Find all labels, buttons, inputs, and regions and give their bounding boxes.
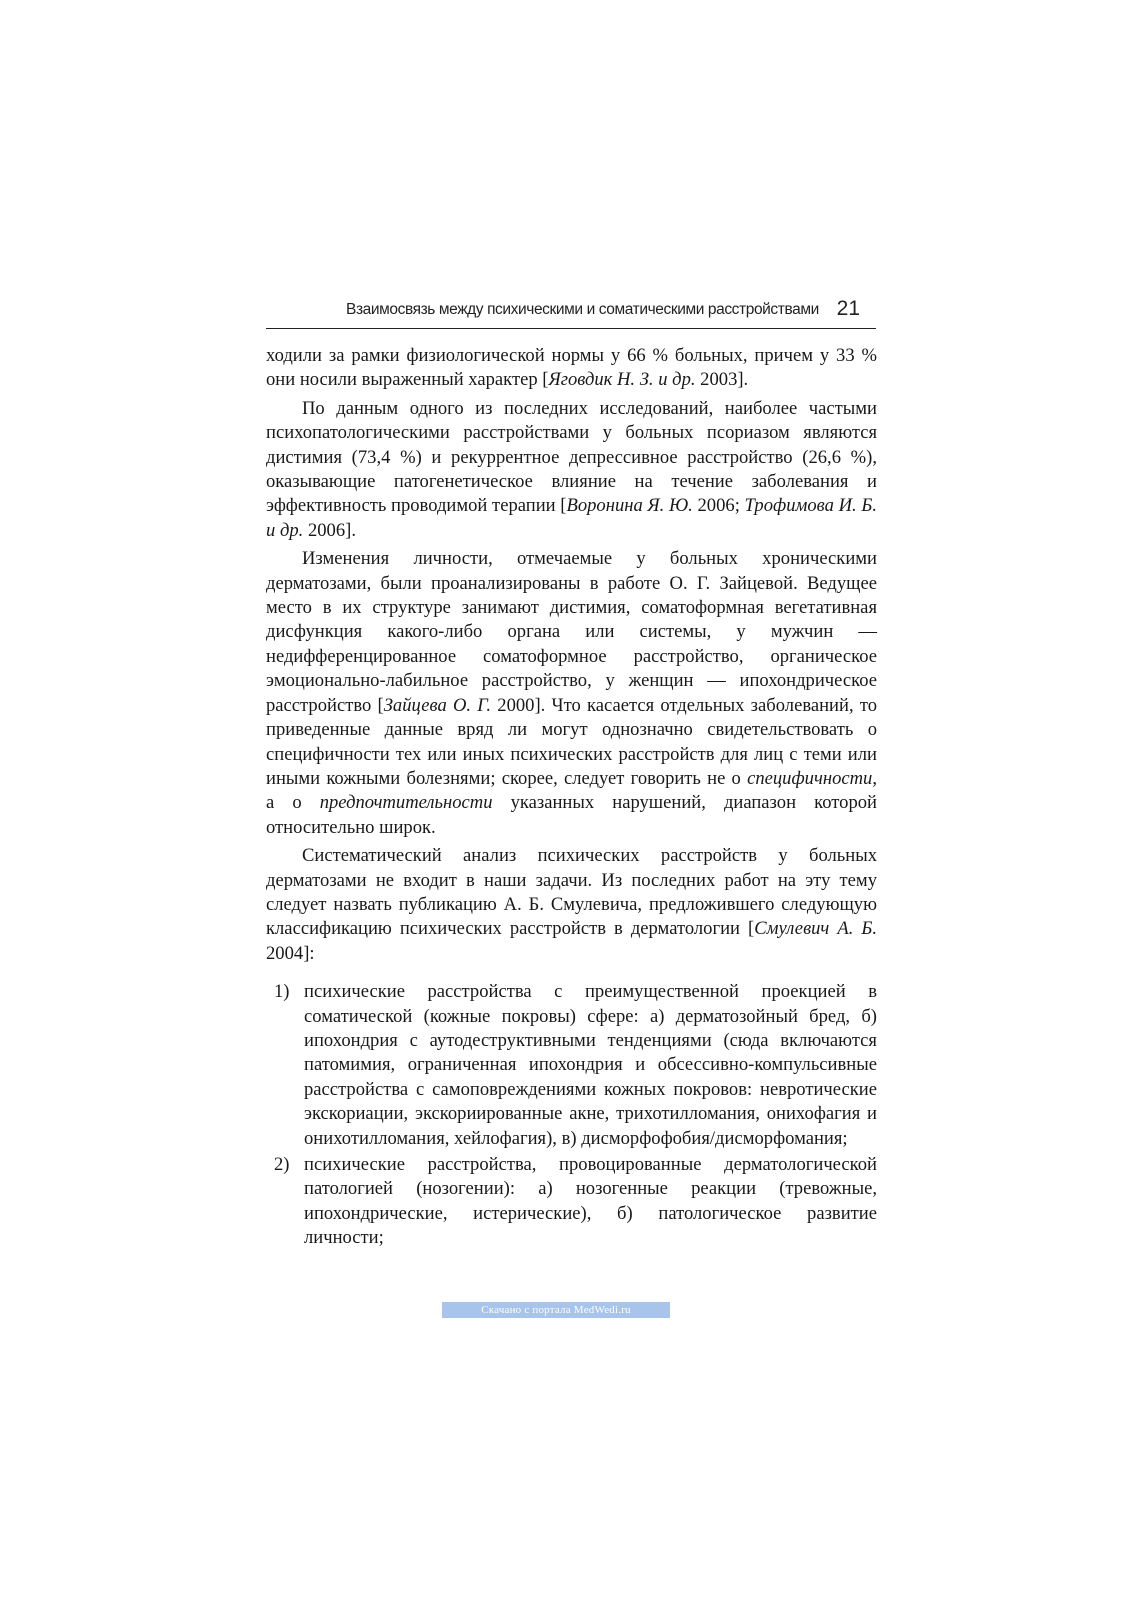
list-item-text: психические расстройства с преимущественной проекцией в соматической (кожные покровы) сфере: а) дерматозойный бред, б) ипохондрия с аутодеструктивными тенденциями (сюда включаются патомимия, ограниченная ипохондрия и обсессивно-компульсивные расстройства с самоповреждениями кожных покровов: невротические экскориации, экскориированные акне, трихотилломания, онихофагия и онихотилломания, хейлофагия), в) дисморфофобия/дисморфомания; — [304, 981, 877, 1149]
citation-year: 2006; — [692, 495, 745, 517]
emphasis: специфичности — [747, 767, 873, 789]
citation: Смулевич А. Б. — [754, 918, 877, 940]
emphasis: предпочтительности — [319, 792, 493, 814]
list-item-text: психические расстройства, провоцированные дерматологической патологией (нозогении): а) нозогенные реакции (тревожные, ипохондрические, истерические), б) патологическое развитие личности; — [304, 1154, 877, 1249]
paragraph-4 — [266, 844, 877, 966]
list-number: 2) — [274, 1154, 290, 1175]
paragraph-2 — [266, 397, 877, 543]
running-header — [266, 298, 876, 329]
paragraph-3 — [266, 547, 877, 840]
citation-year: 2003]. — [695, 369, 749, 391]
citation-year: 2006]. — [303, 519, 356, 541]
classification-list — [266, 980, 877, 1250]
citation-year: 2004]: — [266, 942, 315, 964]
paragraph-text: ходили за рамки физиологической нормы у 66 % больных, причем у 33 % они носили выраженный характер [ — [266, 345, 877, 391]
download-watermark: Скачано с портала MedWedi.ru — [442, 1302, 670, 1318]
paragraph-1 — [266, 344, 877, 393]
paragraph-text: 2000]. Что касается отдельных заболеваний, то приведенные данные вряд ли могут однозначно свидетельствовать о специфичности тех или иных психических расстройств для лиц с теми или иными кожными болезнями; скорее, следует говорить не о — [266, 694, 877, 789]
page-number: 21 — [836, 297, 860, 320]
paragraph-text: указанных нарушений, диапазон которой относительно широк. — [266, 792, 877, 838]
citation: Воронина Я. Ю. — [566, 495, 693, 517]
paragraph-text: Систематический анализ психических расстройств у больных дерматозами не входит в наши задачи. Из последних работ на эту тему следует назвать публикацию А. Б. Смулевича, предложившего следующую классификацию психических расстройств в дерматологии [ — [266, 845, 877, 940]
paragraph-text: , а о — [266, 767, 877, 814]
list-number: 1) — [274, 981, 290, 1003]
citation: Зайцева О. Г. — [383, 694, 492, 716]
list-item — [266, 980, 877, 1151]
citation: Яговдик Н. З. и др. — [548, 369, 696, 391]
list-item — [266, 1153, 877, 1251]
citation: Трофимова И. Б. и др. — [266, 495, 877, 541]
paragraph-text: Изменения личности, отмечаемые у больных хроническими дерматозами, были проанализированы в работе О. Г. Зайцевой. Ведущее место в их структуре занимают дистимия, соматоформная вегетативная дисфункция какого-либо органа или системы, у мужчин — недифференцированное соматоформное расстройство, органическое эмоционально-лабильное расстройство, у женщин — ипохондрическое расстройство [ — [266, 548, 877, 716]
paragraph-text: По данным одного из последних исследований, наиболее частыми психопатологическими расстройствами у больных псориазом являются дистимия (73,4 %) и рекуррентное депрессивное расстройство (26,6 %), оказывающие патогенетическое влияние на течение заболевания и эффективность проводимой терапии [ — [266, 397, 877, 517]
body-text — [266, 344, 877, 1253]
running-title: Взаимосвязь между психическими и соматическими расстройствами — [346, 301, 819, 318]
